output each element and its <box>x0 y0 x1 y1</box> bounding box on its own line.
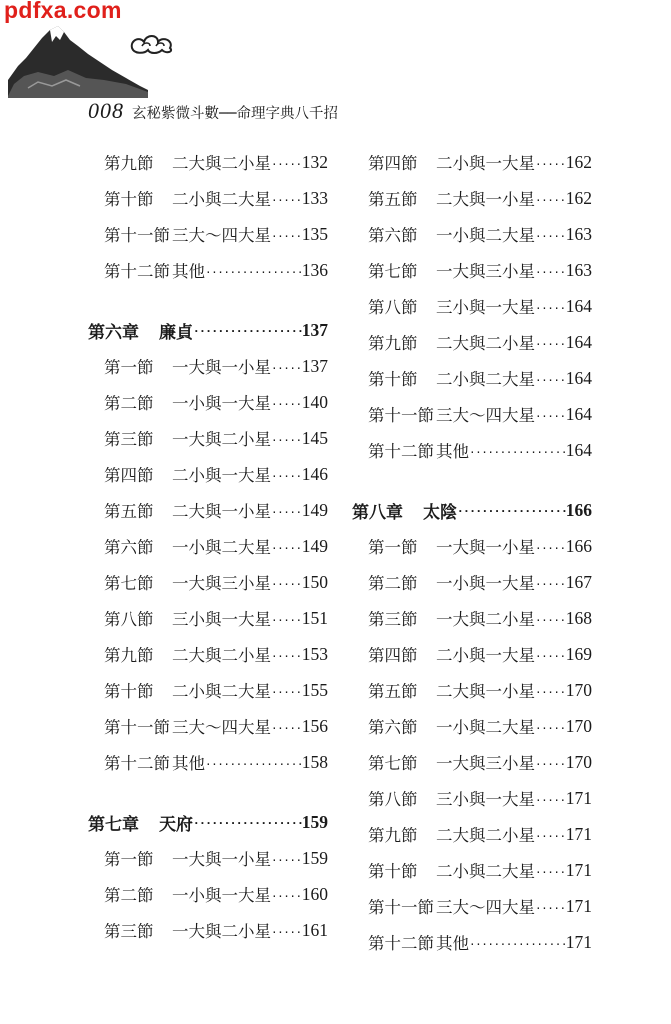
page-header <box>88 98 338 122</box>
toc-group-lead <box>88 144 328 288</box>
toc-entry[interactable] <box>352 780 592 816</box>
dot-leader <box>271 537 302 556</box>
toc-entry[interactable] <box>352 288 592 324</box>
section-label: 第四節 <box>104 466 154 485</box>
toc-entry[interactable] <box>352 852 592 888</box>
section-topic: 其他 <box>172 262 205 281</box>
page-number: 159 <box>301 811 328 832</box>
dot-leader <box>271 393 302 412</box>
dot-leader <box>271 573 302 592</box>
section-label: 第九節 <box>368 334 418 353</box>
page-number: 164 <box>565 295 592 316</box>
page-number: 137 <box>301 355 328 376</box>
toc-entry[interactable] <box>352 924 592 960</box>
page-number: 149 <box>301 535 328 556</box>
dot-leader <box>535 645 566 664</box>
toc-entry[interactable] <box>352 432 592 468</box>
chapter-title: 廉貞 <box>159 322 193 343</box>
dot-leader <box>271 717 302 736</box>
toc-entry[interactable] <box>88 876 328 912</box>
dot-leader <box>535 153 566 172</box>
section-label: 第十二節 <box>368 442 434 461</box>
toc-entry[interactable] <box>88 384 328 420</box>
page-number: 170 <box>565 751 592 772</box>
section-label: 第一節 <box>104 850 154 869</box>
section-label: 第五節 <box>104 502 154 521</box>
section-topic: 二小與二大星 <box>172 682 271 701</box>
toc-entry[interactable] <box>352 360 592 396</box>
section-topic: 一小與二大星 <box>172 538 271 557</box>
toc-entry[interactable] <box>88 492 328 528</box>
section-label: 第五節 <box>368 190 418 209</box>
section-label: 第十一節 <box>368 406 434 425</box>
section-label: 第十節 <box>368 370 418 389</box>
dot-leader <box>271 225 302 244</box>
section-label: 第二節 <box>104 394 154 413</box>
dot-leader <box>535 681 566 700</box>
page-number: 158 <box>301 751 328 772</box>
page-number: 171 <box>565 859 592 880</box>
toc-entry[interactable] <box>88 912 328 948</box>
toc-entry[interactable] <box>88 600 328 636</box>
section-label: 第八節 <box>104 610 154 629</box>
section-label: 第一節 <box>368 538 418 557</box>
section-topic: 二大與一小星 <box>436 682 535 701</box>
section-topic: 其他 <box>172 754 205 773</box>
dot-leader <box>535 789 566 808</box>
dot-leader <box>271 645 302 664</box>
section-label: 第十二節 <box>368 934 434 953</box>
section-label: 第三節 <box>368 610 418 629</box>
section-label: 第十節 <box>104 682 154 701</box>
section-topic: 一大與三小星 <box>172 574 271 593</box>
page-number: 136 <box>301 259 328 280</box>
section-topic: 二小與二大星 <box>172 190 271 209</box>
chapter-8 <box>352 492 592 960</box>
section-topic: 一小與一大星 <box>172 886 271 905</box>
page-number: 150 <box>301 571 328 592</box>
toc-entry[interactable] <box>88 528 328 564</box>
section-topic: 其他 <box>436 934 469 953</box>
page-number: 164 <box>565 403 592 424</box>
toc-entry[interactable] <box>352 888 592 924</box>
dot-leader <box>271 357 302 376</box>
section-label: 第十一節 <box>104 226 170 245</box>
chapter-label: 第七章 <box>88 814 139 835</box>
page-number: 164 <box>565 439 592 460</box>
dot-leader <box>193 812 302 832</box>
page-number: 149 <box>301 499 328 520</box>
section-topic: 三大～四大星 <box>172 226 271 245</box>
toc-entry[interactable] <box>352 672 592 708</box>
page-number: 166 <box>565 535 592 556</box>
page-number: 161 <box>301 919 328 940</box>
section-label: 第十節 <box>104 190 154 209</box>
section-topic: 二大與二小星 <box>436 334 535 353</box>
watermark: pdfxa.com <box>4 0 122 23</box>
page-number: 168 <box>565 607 592 628</box>
dot-leader <box>193 320 302 340</box>
dot-leader <box>271 609 302 628</box>
page-number: 167 <box>565 571 592 592</box>
section-topic: 二小與二大星 <box>436 862 535 881</box>
toc-entry[interactable] <box>88 144 328 180</box>
page-number: 159 <box>301 847 328 868</box>
section-topic: 一小與二大星 <box>436 226 535 245</box>
section-label: 第六節 <box>104 538 154 557</box>
section-label: 第九節 <box>368 826 418 845</box>
dot-leader <box>271 885 302 904</box>
dot-leader <box>205 753 302 772</box>
dot-leader <box>535 333 566 352</box>
chapter-heading[interactable] <box>88 312 328 348</box>
page-number: 160 <box>301 883 328 904</box>
section-label: 第九節 <box>104 646 154 665</box>
page-number: 170 <box>565 679 592 700</box>
section-label: 第一節 <box>104 358 154 377</box>
page-number: 166 <box>565 499 592 520</box>
page-number: 163 <box>565 259 592 280</box>
toc-entry[interactable] <box>352 816 592 852</box>
dot-leader <box>535 573 566 592</box>
page-number: 140 <box>301 391 328 412</box>
chapter-title: 天府 <box>159 814 193 835</box>
dot-leader <box>535 225 566 244</box>
section-topic: 一小與二大星 <box>436 718 535 737</box>
page-number: 163 <box>565 223 592 244</box>
section-topic: 二小與一大星 <box>436 646 535 665</box>
section-label: 第十二節 <box>104 754 170 773</box>
mountain-illustration <box>8 18 148 98</box>
section-label: 第十節 <box>368 862 418 881</box>
chapter-heading[interactable] <box>88 804 328 840</box>
section-label: 第三節 <box>104 922 154 941</box>
page-number: 132 <box>301 151 328 172</box>
dot-leader <box>271 501 302 520</box>
dot-leader <box>535 297 566 316</box>
dot-leader <box>535 825 566 844</box>
dot-leader <box>271 189 302 208</box>
toc-entry[interactable] <box>352 324 592 360</box>
section-topic: 二大與二小星 <box>172 154 271 173</box>
toc-entry[interactable] <box>352 144 592 180</box>
page-number: 171 <box>565 895 592 916</box>
section-label: 第七節 <box>368 262 418 281</box>
chapter-7 <box>88 804 328 948</box>
section-label: 第十二節 <box>104 262 170 281</box>
section-label: 第三節 <box>104 430 154 449</box>
page-number: 135 <box>301 223 328 244</box>
section-topic: 三小與一大星 <box>172 610 271 629</box>
toc-entry[interactable] <box>88 708 328 744</box>
dot-leader <box>205 261 302 280</box>
section-topic: 二大與二小星 <box>172 646 271 665</box>
page-number: 156 <box>301 715 328 736</box>
dot-leader <box>535 189 566 208</box>
page-number: 137 <box>301 319 328 340</box>
toc-column-right <box>352 144 592 984</box>
page-number: 171 <box>565 931 592 952</box>
toc-entry[interactable] <box>88 456 328 492</box>
dot-leader <box>469 441 566 460</box>
dot-leader <box>271 465 302 484</box>
dot-leader <box>271 921 302 940</box>
dot-leader <box>535 717 566 736</box>
page-number: 145 <box>301 427 328 448</box>
cloud-ornament <box>128 30 178 56</box>
toc-entry[interactable] <box>88 180 328 216</box>
dot-leader <box>535 897 566 916</box>
section-topic: 一大與二小星 <box>436 610 535 629</box>
toc-column-left <box>88 144 328 972</box>
section-topic: 三大～四大星 <box>436 898 535 917</box>
section-topic: 其他 <box>436 442 469 461</box>
section-topic: 一小與一大星 <box>436 574 535 593</box>
page-number: 008 <box>88 98 124 123</box>
page-number: 164 <box>565 367 592 388</box>
section-topic: 二大與一小星 <box>436 190 535 209</box>
section-topic: 一大與三小星 <box>436 262 535 281</box>
section-topic: 一大與一小星 <box>172 358 271 377</box>
dot-leader <box>535 369 566 388</box>
section-label: 第九節 <box>104 154 154 173</box>
dot-leader <box>271 153 302 172</box>
section-label: 第十一節 <box>368 898 434 917</box>
toc-entry[interactable] <box>88 564 328 600</box>
toc-entry[interactable] <box>352 708 592 744</box>
chapter-label: 第八章 <box>352 502 403 523</box>
section-label: 第八節 <box>368 790 418 809</box>
dot-leader <box>469 933 566 952</box>
section-label: 第二節 <box>368 574 418 593</box>
dot-leader <box>535 405 566 424</box>
toc-entry[interactable] <box>352 528 592 564</box>
page-number: 162 <box>565 151 592 172</box>
section-label: 第六節 <box>368 718 418 737</box>
section-topic: 一小與一大星 <box>172 394 271 413</box>
page-number: 170 <box>565 715 592 736</box>
dot-leader <box>535 261 566 280</box>
section-label: 第八節 <box>368 298 418 317</box>
book-title: 玄秘紫微斗數──命理字典八千招 <box>132 106 338 122</box>
toc-entry[interactable] <box>88 840 328 876</box>
page-number: 169 <box>565 643 592 664</box>
toc-entry[interactable] <box>88 216 328 252</box>
section-topic: 二小與二大星 <box>436 370 535 389</box>
dot-leader <box>457 500 566 520</box>
section-label: 第七節 <box>104 574 154 593</box>
dot-leader <box>271 429 302 448</box>
toc-group-lead <box>352 144 592 468</box>
section-topic: 一大與三小星 <box>436 754 535 773</box>
page-number: 153 <box>301 643 328 664</box>
section-topic: 二大與二小星 <box>436 826 535 845</box>
toc-entry[interactable] <box>88 744 328 780</box>
toc-entry[interactable] <box>352 252 592 288</box>
section-topic: 三小與一大星 <box>436 790 535 809</box>
chapter-label: 第六章 <box>88 322 139 343</box>
section-topic: 三小與一大星 <box>436 298 535 317</box>
toc-entry[interactable] <box>352 600 592 636</box>
toc-entry[interactable] <box>352 744 592 780</box>
dot-leader <box>535 753 566 772</box>
chapter-heading[interactable] <box>352 492 592 528</box>
section-topic: 二小與一大星 <box>436 154 535 173</box>
section-topic: 一大與二小星 <box>172 922 271 941</box>
page-number: 171 <box>565 823 592 844</box>
page-number: 155 <box>301 679 328 700</box>
section-label: 第七節 <box>368 754 418 773</box>
page-number: 146 <box>301 463 328 484</box>
dot-leader <box>535 537 566 556</box>
section-topic: 一大與一小星 <box>436 538 535 557</box>
page-number: 151 <box>301 607 328 628</box>
chapter-6 <box>88 312 328 780</box>
page-number: 171 <box>565 787 592 808</box>
toc-entry[interactable] <box>88 420 328 456</box>
section-label: 第二節 <box>104 886 154 905</box>
chapter-title: 太陰 <box>423 502 457 523</box>
toc-entry[interactable] <box>352 564 592 600</box>
section-label: 第六節 <box>368 226 418 245</box>
dot-leader <box>535 609 566 628</box>
section-topic: 二小與一大星 <box>172 466 271 485</box>
toc-entry[interactable] <box>352 180 592 216</box>
section-label: 第四節 <box>368 154 418 173</box>
section-topic: 一大與二小星 <box>172 430 271 449</box>
section-topic: 三大～四大星 <box>172 718 271 737</box>
page-number: 164 <box>565 331 592 352</box>
dot-leader <box>271 849 302 868</box>
section-label: 第四節 <box>368 646 418 665</box>
toc-entry[interactable] <box>88 348 328 384</box>
toc-entry[interactable] <box>352 396 592 432</box>
dot-leader <box>271 681 302 700</box>
toc-entry[interactable] <box>352 636 592 672</box>
toc-entry[interactable] <box>352 216 592 252</box>
section-topic: 二大與一小星 <box>172 502 271 521</box>
section-label: 第十一節 <box>104 718 170 737</box>
page-number: 133 <box>301 187 328 208</box>
page-number: 162 <box>565 187 592 208</box>
dot-leader <box>535 861 566 880</box>
toc-entry[interactable] <box>88 672 328 708</box>
toc-entry[interactable] <box>88 252 328 288</box>
toc-entry[interactable] <box>88 636 328 672</box>
section-label: 第五節 <box>368 682 418 701</box>
section-topic: 一大與一小星 <box>172 850 271 869</box>
section-topic: 三大～四大星 <box>436 406 535 425</box>
